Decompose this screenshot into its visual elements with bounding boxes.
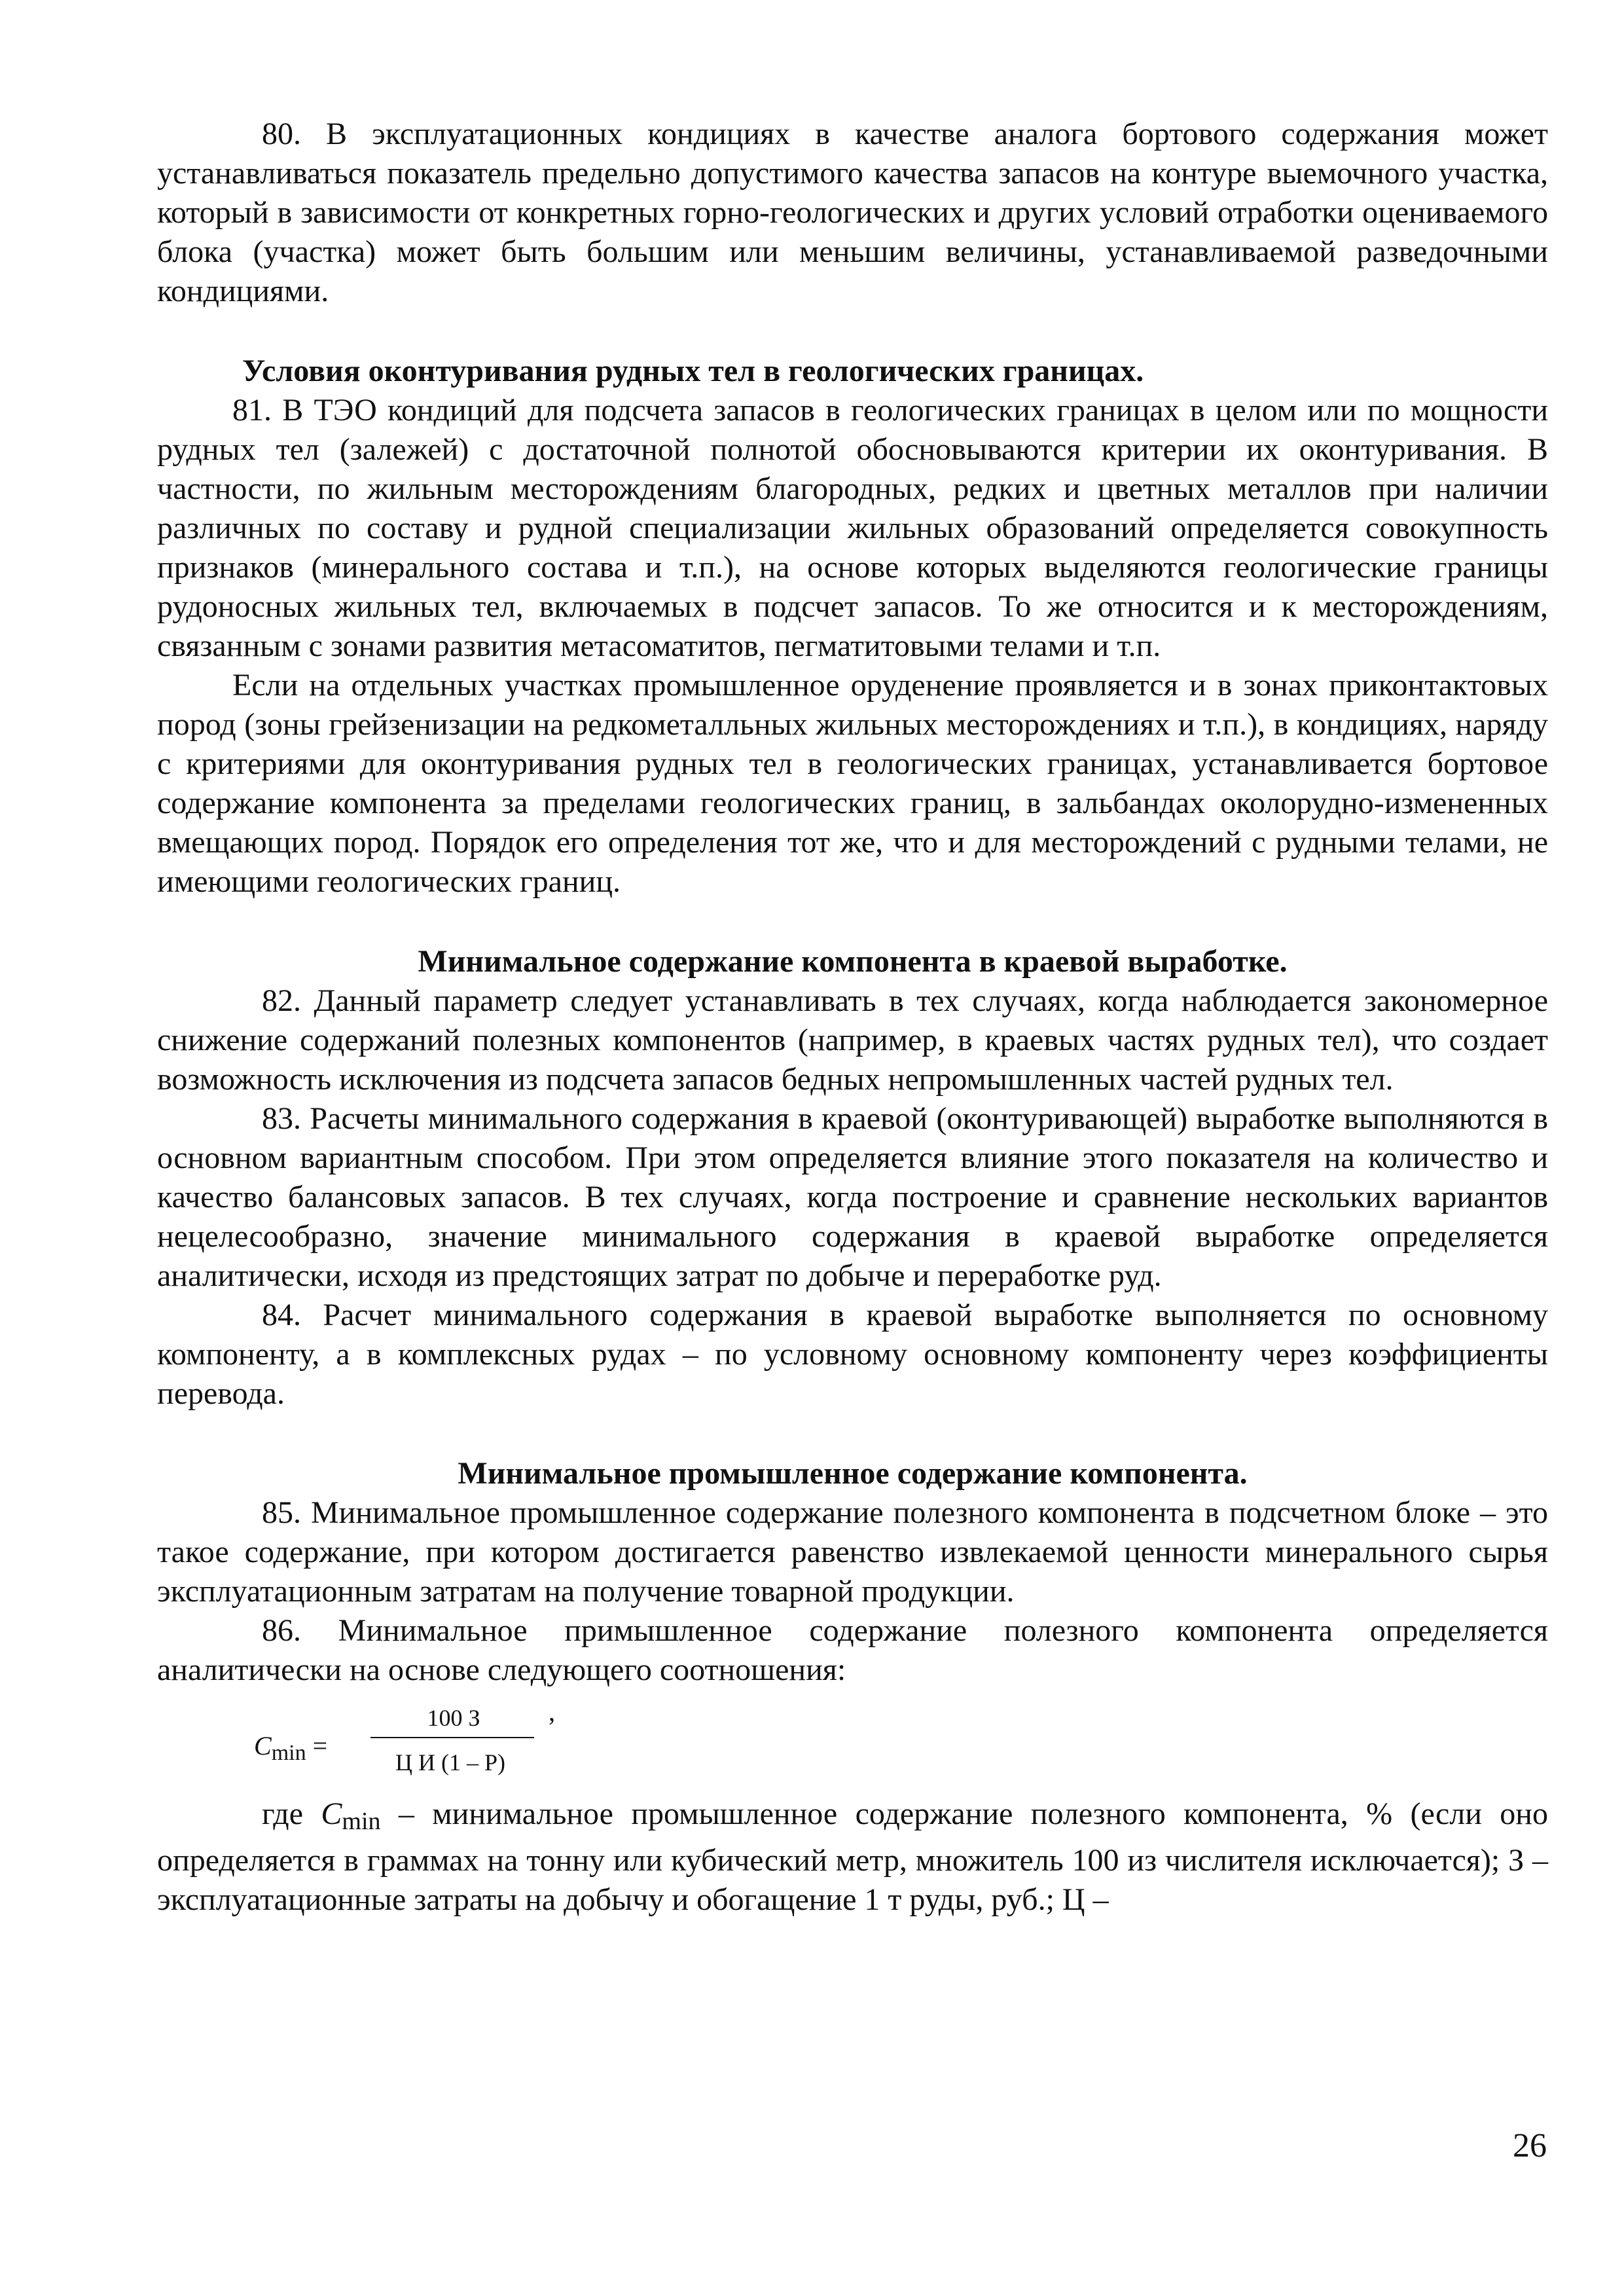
formula-lhs: $C_{min}$ =: [254, 1731, 328, 1765]
paragraph-86: 86. Минимальное примышленное содержание полезного компонента определяется аналитически на основе следующего соотношения:: [157, 1613, 1548, 1687]
heading-min-industrial: Минимальное промышленное содержание компонента.: [458, 1456, 1248, 1491]
paragraph-82: 82. Данный параметр следует устанавливать в тех случаях, когда наблюдается закономерное снижение содержаний полезных компонентов (например, в краевых частях рудных тел), что создает возможность исключения из подсчета запасов бедных непромышленных частей рудных тел.: [157, 983, 1548, 1097]
formula-numerator: 100 З: [427, 1705, 480, 1731]
formula-denominator: Ц И (1 – Р): [395, 1749, 505, 1776]
fraction-bar: [370, 1737, 534, 1738]
paragraph-definition: где $C_{min}$ – минимальное промышленное содержание полезного компонента, % (если оно определяется в граммах на тонну или кубический метр, множитель 100 из числителя исключается); З – эксплуатационные затраты на добычу и обогащение 1 т руды, руб.; Ц –: [157, 1796, 1548, 1917]
paragraph-85: 85. Минимальное промышленное содержание полезного компонента в подсчетном блоке – это такое содержание, при котором достигается равенство извлекаемой ценности минерального сырья эксплуатационным затратам на получение товарной продукции.: [157, 1495, 1548, 1609]
paragraph-81b: Если на отдельных участках промышленное оруденение проявляется и в зонах приконтактовых пород (зоны грейзенизации на редкометалльных жильных месторождениях и т.п.), в кондициях, наряду с критериями для оконтуривания рудных тел в геологических границах, устанавливается бортовое содержание компонента за пределами геологических границ, в зальбандах околорудно-измененных вмещающих пород. Порядок его определения тот же, что и для месторождений с рудными телами, не имеющими геологических границ.: [157, 668, 1548, 899]
heading-contouring: Условия оконтуривания рудных тел в геологических границах.: [242, 354, 1144, 388]
formula-comma: ,: [549, 1697, 555, 1726]
heading-edge-working: Минимальное содержание компонента в краевой выработке.: [418, 944, 1288, 979]
page-number: 26: [1513, 2127, 1547, 2164]
paragraph-80: 80. В эксплуатационных кондициях в качестве аналога бортового содержания может устанавливаться показатель предельно допустимого качества запасов на контуре выемочного участка, который в зависимости от конкретных горно-геологических и других условий отработки оцениваемого блока (участка) может быть большим или меньшим величины, устанавливаемой разведочными кондициями.: [157, 117, 1548, 308]
paragraph-83: 83. Расчеты минимального содержания в краевой (оконтуривающей) выработке выполняются в основном вариантным способом. При этом определяется влияние этого показателя на количество и качество балансовых запасов. В тех случаях, когда построение и сравнение нескольких вариантов нецелесообразно, значение минимального содержания в краевой выработке определяется аналитически, исходя из предстоящих затрат по добыче и переработке руд.: [157, 1101, 1548, 1293]
formula-cmin: [254, 1696, 1548, 1795]
document-page: [157, 115, 1548, 1920]
paragraph-81a: 81. В ТЭО кондиций для подсчета запасов в геологических границах в целом или по мощности рудных тел (залежей) с достаточной полнотой обосновываются критерии их оконтуривания. В частности, по жильным месторождениям благородных, редких и цветных металлов при наличии различных по составу и рудной специализации жильных образований определяется совокупность признаков (минерального состава и т.п.), на основе которых выделяются геологические границы рудоносных жильных тел, включаемых в подсчет запасов. То же относится и к месторождениям, связанным с зонами развития метасоматитов, пегматитовыми телами и т.п.: [157, 393, 1548, 663]
paragraph-84: 84. Расчет минимального содержания в краевой выработке выполняется по основному компоненту, а в комплексных рудах – по условному основному компоненту через коэффициенты перевода.: [157, 1298, 1548, 1411]
